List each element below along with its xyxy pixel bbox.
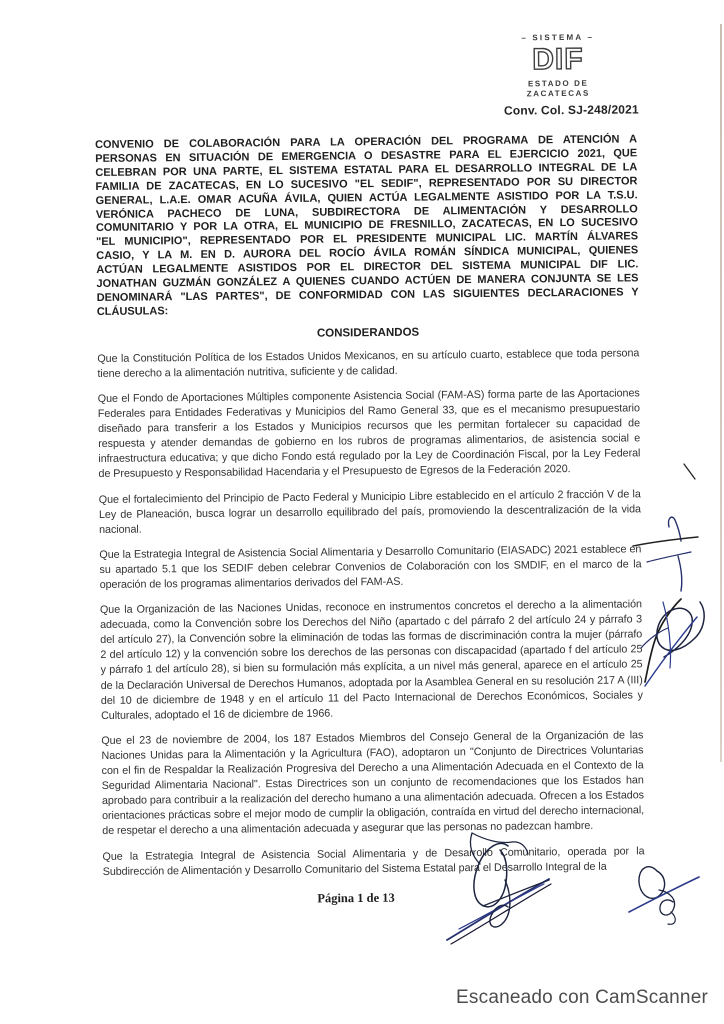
logo-state-line2: ZACATECAS (526, 88, 590, 98)
considerando-paragraph-4: Que la Estrategia Integral de Asistencia Social Alimentaria y Desarrollo Comunitario (EIASADC) 2021 establece en su apartado 5.1 que los SEDIF deben celebrar Convenios de Colaboración con los SMDIF, en el marco de la operación de los programas alimentarios derivados del FAM-AS. (99, 543, 642, 591)
camscanner-credit: Escaneado con CamScanner (456, 987, 708, 1008)
scan-page-edge-line (720, 24, 722, 762)
considerando-paragraph-7: Que la Estrategia Integral de Asistencia Social Alimentaria y de Desarrollo Comunitario, operada por la Subdirección de Alimentación y Desarrollo Comunitario del Sistema Estatal para el Desarrollo Integral de la (102, 844, 645, 878)
agreement-title-paragraph: CONVENIO DE COLABORACIÓN PARA LA OPERACIÓN DEL PROGRAMA DE ATENCIÓN A PERSONAS EN SITUACIÓN DE EMERGENCIA O DESASTRE PARA EL EJERCICIO 2021, QUE CELEBRAN POR UNA PARTE, EL SISTEMA ESTATAL PARA EL DESARROLLO INTEGRAL DE LA FAMILIA DE ZACATECAS, EN LO SUCESIVO "EL SEDIF", REPRESENTADO POR SU DIRECTOR GENERAL, L.A.E. OMAR ACUÑA ÁVILA, QUIEN ACTÚA LEGALMENTE ASISTIDO POR LA T.S.U. VERÓNICA PACHECO DE LUNA, SUBDIRECTORA DE ALIMENTACIÓN Y DESARROLLO COMUNITARIO Y POR LA OTRA, EL MUNICIPIO DE FRESNILLO, ZACATECAS, EN LO SUCESIVO "EL MUNICIPIO", REPRESENTADO POR EL PRESIDENTE MUNICIPAL LIC. MARTÍN ÁLVARES CASIO, Y LA M. EN D. AURORA DEL ROCÍO ÁVILA ROMÁN SÍNDICA MUNICIPAL, QUIENES ACTÚAN LEGALMENTE ASISTIDOS POR EL DIRECTOR DEL SISTEMA MUNICIPAL DIF LIC. JONATHAN GUZMÁN GONZÁLEZ A QUIENES CUANDO ACTÚEN DE MANERA CONJUNTA SE LES DENOMINARÁ "LAS PARTES", DE CONFORMIDAD CON LAS SIGUIENTES DECLARACIONES Y CLÁUSULAS: (95, 133, 639, 318)
considerando-paragraph-6: Que el 23 de noviembre de 2004, los 187 Estados Miembros del Consejo General de la Organización de las Naciones Unidas para la Alimentación y la Agricultura (FAO), adoptaron un "Conjunto de Directrices Voluntarias con el fin de Respaldar la Realización Progresiva del Derecho a una Alimentación Adecuada en el Contexto de la Seguridad Alimentaria Nacional". Estas Directrices son un conjunto de recomendaciones que los Estados han aprobado para contribuir a la realización del derecho humano a una alimentación adecuada. Ofrecen a los Estados orientaciones prácticas sobre el mejor modo de cumplir la obligación, contraída en virtud del derecho internacional, de respetar el derecho a una alimentación adecuada y asegurar que las personas no padezcan hambre. (101, 729, 645, 838)
considerando-paragraph-1: Que la Constitución Política de los Estados Unidos Mexicanos, en su artículo cuarto, establece que toda persona tiene derecho a la alimentación nutritiva, suficiente y de calidad. (97, 347, 640, 380)
considerando-paragraph-3: Que el fortalecimiento del Principio de Pacto Federal y Municipio Libre establecido en el artículo 2 fracción V de la Ley de Planeación, busca lograr un desarrollo equilibrado del país, promoviendo la descentralización de la vida nacional. (98, 487, 641, 536)
considerando-paragraph-5: Que la Organización de las Naciones Unidas, reconoce en instrumentos concretos el derecho a la alimentación adecuada, como la Convención sobre los Derechos del Niño (apartado c del párrafo 2 del artículo 24 y párrafo 3 del artículo 27), la Convención sobre la eliminación de todas las formas de discriminación contra la mujer (párrafo 2 del artículo 12) y la convención sobre los derechos de las personas con discapacidad (apartado f del artículo 25 y párrafo 1 del artículo 28), si bien su formulación más explícita, a un nivel más general, aparece en el artículo 25 de la Declaración Universal de Derechos Humanos, adoptada por la Asamblea General en su resolución 217 A (III) del 10 de diciembre de 1948 y en el artículo 11 del Pacto Internacional de Derechos Económicos, Sociales y Culturales, adoptado el 16 de diciembre de 1966. (99, 598, 643, 722)
considerando-paragraph-2: Que el Fondo de Aportaciones Múltiples componente Asistencia Social (FAM-AS) forma parte de las Aportaciones Federales para Entidades Federativas y Municipios del Ramo General 33, que es el mecanismo presupuestario diseñado para transferir a los Estados y Municipios recursos que les permitan fortalecer su capacidad de respuesta y atender demandas de gobierno en los rubros de programas alimentarios, de asistencia social e infraestructura educativa; y que dicho Fondo está regulado por la Ley de Coordinación Fiscal, por la Ley Federal de Presupuesto y Responsabilidad Hacendaria y el Presupuesto de Egresos de la Federación 2020. (97, 387, 641, 481)
dif-zacatecas-logo (506, 32, 611, 98)
logo-tagline: – SISTEMA – (521, 32, 595, 43)
dif-wordmark-icon (506, 42, 610, 79)
document-body (95, 133, 645, 879)
considerandos-heading: CONSIDERANDOS (316, 326, 420, 340)
margin-signature-cross-icon (633, 464, 698, 591)
small-signature-icon (629, 867, 699, 925)
agreement-reference-number: Conv. Col. SJ-248/2021 (503, 102, 639, 118)
svg-text:DIF: DIF (532, 42, 584, 75)
page-number-label: Página 1 de 13 (317, 890, 395, 906)
margin-signature-scribble-icon (641, 599, 704, 686)
logo-state-line1: ESTADO DE (527, 78, 589, 89)
